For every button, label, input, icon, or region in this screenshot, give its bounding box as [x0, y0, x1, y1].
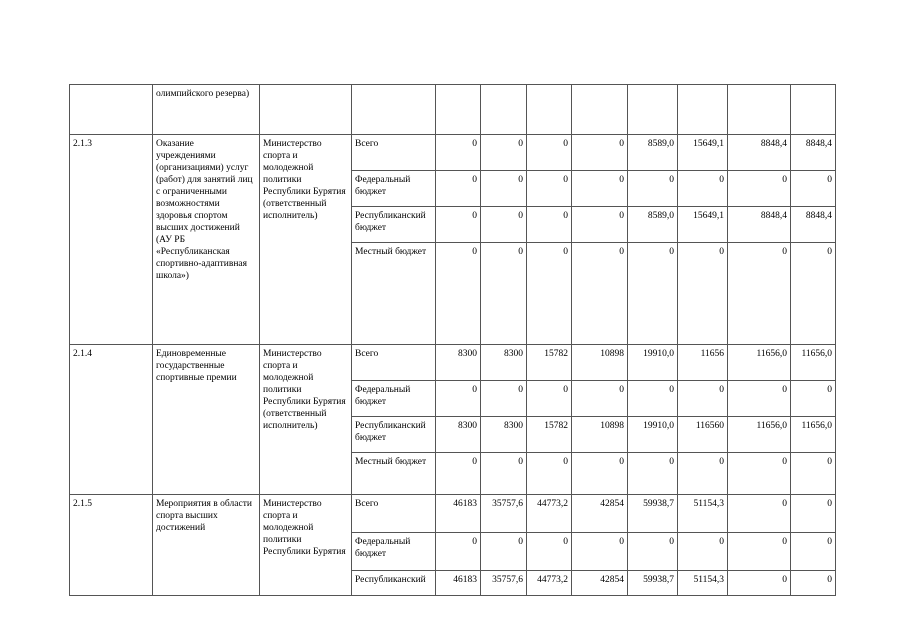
executor-cell: Министерство спорта и молодежной политики Республики Бурятия: [260, 495, 352, 596]
value-cell: 8300: [481, 417, 527, 453]
value-cell: 0: [436, 381, 481, 417]
code-cell: 2.1.4: [70, 345, 153, 495]
name-cell: Мероприятия в области спорта высших достижений: [153, 495, 260, 596]
value-cell: [436, 85, 481, 135]
value-cell: 0: [481, 207, 527, 243]
value-cell: 0: [572, 171, 628, 207]
executor-cell: Министерство спорта и молодежной политики Республики Бурятия (ответственный исполнитель): [260, 135, 352, 345]
value-cell: 8589,0: [628, 207, 678, 243]
value-cell: 0: [791, 171, 836, 207]
source-cell: Федеральный бюджет: [352, 171, 436, 207]
source-cell: [352, 85, 436, 135]
value-cell: 46183: [436, 495, 481, 533]
value-cell: 0: [628, 171, 678, 207]
value-cell: 0: [572, 135, 628, 171]
value-cell: 116560: [678, 417, 728, 453]
value-cell: 0: [527, 453, 572, 495]
value-cell: 15782: [527, 417, 572, 453]
value-cell: 0: [628, 453, 678, 495]
source-cell: Местный бюджет: [352, 453, 436, 495]
table-body: [70, 85, 836, 596]
value-cell: 0: [481, 453, 527, 495]
value-cell: 0: [481, 171, 527, 207]
value-cell: 42854: [572, 495, 628, 533]
value-cell: 35757,6: [481, 495, 527, 533]
value-cell: 15782: [527, 345, 572, 381]
value-cell: 0: [728, 533, 791, 571]
name-cell: Единовременные государственные спортивные премии: [153, 345, 260, 495]
value-cell: 0: [481, 243, 527, 345]
value-cell: 0: [572, 533, 628, 571]
value-cell: 8848,4: [791, 207, 836, 243]
value-cell: 0: [436, 243, 481, 345]
code-cell: [70, 85, 153, 135]
value-cell: 0: [628, 381, 678, 417]
value-cell: 0: [678, 243, 728, 345]
value-cell: 0: [678, 453, 728, 495]
value-cell: [678, 85, 728, 135]
source-cell: Федеральный бюджет: [352, 533, 436, 571]
table-row: [70, 345, 836, 381]
value-cell: 8848,4: [728, 207, 791, 243]
value-cell: [728, 85, 791, 135]
value-cell: 10898: [572, 417, 628, 453]
value-cell: 51154,3: [678, 495, 728, 533]
value-cell: 59938,7: [628, 495, 678, 533]
value-cell: 8848,4: [728, 135, 791, 171]
value-cell: 19910,0: [628, 417, 678, 453]
value-cell: 0: [678, 171, 728, 207]
source-cell: Республиканский бюджет: [352, 207, 436, 243]
value-cell: 0: [527, 207, 572, 243]
value-cell: 0: [791, 243, 836, 345]
name-cell: олимпийского резерва): [153, 85, 260, 135]
value-cell: [481, 85, 527, 135]
source-cell: Республиканский: [352, 571, 436, 596]
value-cell: 15649,1: [678, 135, 728, 171]
value-cell: 0: [572, 207, 628, 243]
value-cell: 0: [481, 381, 527, 417]
value-cell: 0: [527, 135, 572, 171]
value-cell: 0: [728, 571, 791, 596]
source-cell: Всего: [352, 135, 436, 171]
value-cell: 42854: [572, 571, 628, 596]
value-cell: 8300: [436, 345, 481, 381]
value-cell: 0: [527, 533, 572, 571]
value-cell: 11656: [678, 345, 728, 381]
table-row: [70, 495, 836, 533]
name-cell: Оказание учреждениями (организациями) услуг (работ) для занятий лиц с ограниченными возможностями здоровья спортом высших достижений (АУ РБ «Республиканская спортивно-адаптивная школа»): [153, 135, 260, 345]
value-cell: 0: [527, 243, 572, 345]
table-row: [70, 135, 836, 171]
value-cell: 0: [436, 171, 481, 207]
value-cell: 0: [791, 453, 836, 495]
value-cell: 8300: [481, 345, 527, 381]
value-cell: 0: [527, 171, 572, 207]
value-cell: 0: [436, 135, 481, 171]
value-cell: 11656,0: [728, 417, 791, 453]
value-cell: 0: [572, 243, 628, 345]
value-cell: 44773,2: [527, 495, 572, 533]
executor-cell: [260, 85, 352, 135]
source-cell: Федеральный бюджет: [352, 381, 436, 417]
value-cell: 0: [436, 453, 481, 495]
value-cell: 10898: [572, 345, 628, 381]
value-cell: 0: [728, 171, 791, 207]
value-cell: 0: [527, 381, 572, 417]
value-cell: [572, 85, 628, 135]
value-cell: 11656,0: [791, 345, 836, 381]
value-cell: 0: [791, 571, 836, 596]
source-cell: Всего: [352, 495, 436, 533]
value-cell: 0: [728, 495, 791, 533]
value-cell: 0: [628, 243, 678, 345]
value-cell: 15649,1: [678, 207, 728, 243]
table-row: [70, 85, 836, 135]
source-cell: Местный бюджет: [352, 243, 436, 345]
source-cell: Всего: [352, 345, 436, 381]
value-cell: 0: [728, 243, 791, 345]
code-cell: 2.1.5: [70, 495, 153, 596]
value-cell: 0: [481, 533, 527, 571]
value-cell: 0: [572, 453, 628, 495]
value-cell: 59938,7: [628, 571, 678, 596]
value-cell: [791, 85, 836, 135]
value-cell: 0: [436, 207, 481, 243]
value-cell: 0: [628, 533, 678, 571]
source-cell: Республиканский бюджет: [352, 417, 436, 453]
value-cell: 0: [436, 533, 481, 571]
value-cell: 19910,0: [628, 345, 678, 381]
value-cell: 0: [678, 533, 728, 571]
value-cell: 35757,6: [481, 571, 527, 596]
value-cell: 8300: [436, 417, 481, 453]
value-cell: 46183: [436, 571, 481, 596]
value-cell: 11656,0: [728, 345, 791, 381]
value-cell: 44773,2: [527, 571, 572, 596]
value-cell: 0: [481, 135, 527, 171]
value-cell: 0: [791, 495, 836, 533]
value-cell: 0: [678, 381, 728, 417]
code-cell: 2.1.3: [70, 135, 153, 345]
value-cell: 8589,0: [628, 135, 678, 171]
value-cell: 0: [791, 533, 836, 571]
executor-cell: Министерство спорта и молодежной политики Республики Бурятия (ответственный исполнитель): [260, 345, 352, 495]
value-cell: 0: [728, 453, 791, 495]
value-cell: 0: [572, 381, 628, 417]
value-cell: 51154,3: [678, 571, 728, 596]
value-cell: 8848,4: [791, 135, 836, 171]
value-cell: [527, 85, 572, 135]
value-cell: 0: [791, 381, 836, 417]
budget-table: [69, 84, 836, 596]
value-cell: 0: [728, 381, 791, 417]
value-cell: [628, 85, 678, 135]
value-cell: 11656,0: [791, 417, 836, 453]
